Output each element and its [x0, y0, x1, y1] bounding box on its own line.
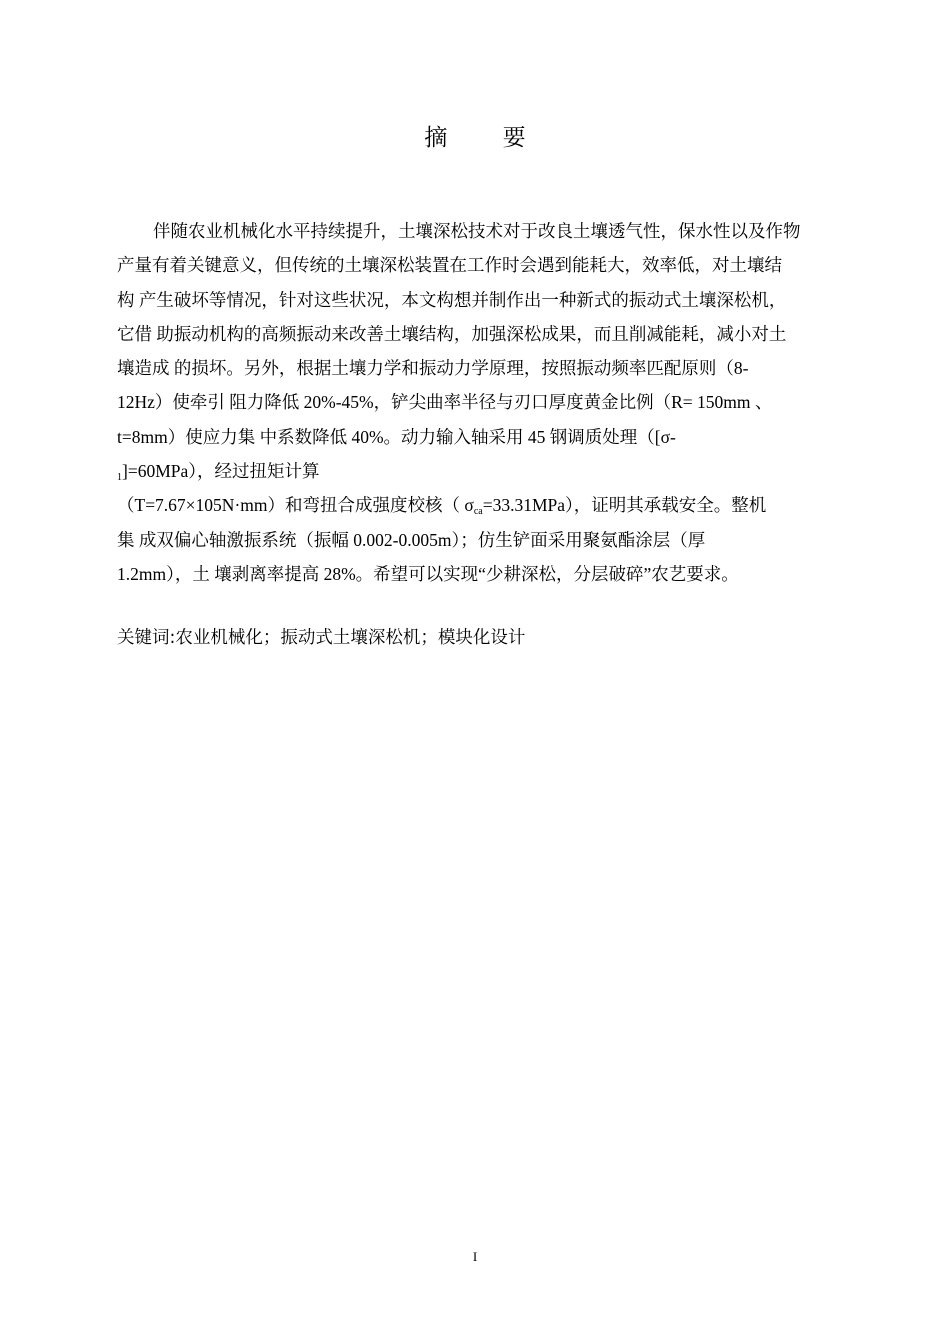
abstract-line: 12Hz）使牵引 阻力降低 20%-45%，铲尖曲率半径与刃口厚度黄金比例（R= 150mm 、 — [117, 392, 773, 413]
abstract-line-sub — [117, 454, 853, 488]
keywords-label: 关键词: — [117, 628, 176, 648]
abstract-line-torque — [117, 488, 853, 522]
page-number: I — [472, 1249, 478, 1264]
abstract-text: （T=7.67×105N·mm）和弯扭合成强度校核（ σ — [117, 495, 474, 516]
keywords-line — [117, 623, 525, 652]
keywords-text: 农业机械化；振动式土壤深松机；模块化设计 — [175, 627, 526, 647]
abstract-line: 1.2mm），土 壤剥离率提高 28%。希望可以实现“少耕深松，分层破碎”农艺要求。 — [117, 563, 739, 584]
abstract-body — [117, 214, 853, 591]
abstract-line: 产量有着关键意义，但传统的土壤深松装置在工作时会遇到能耗大，效率低，对土壤结 — [117, 255, 782, 276]
abstract-line: 壤造成 的损坏。另外，根据土壤力学和振动力学原理，按照振动频率匹配原则（8- — [117, 358, 749, 379]
subscript: ca — [473, 506, 483, 518]
page-title: 摘 要 — [424, 125, 550, 151]
abstract-line: 构 产生破坏等情况，针对这些状况，本文构想并制作出一种新式的振动式土壤深松机， — [117, 289, 787, 310]
abstract-line: 伴随农业机械化水平持续提升，土壤深松技术对于改良土壤透气性，保水性以及作物 — [153, 221, 801, 241]
abstract-line: 它借 助振动机构的高频振动来改善土壤结构，加强深松成果，而且削减能耗，减小对土 — [117, 323, 787, 344]
abstract-line: 集 成双偏心轴激振系统（振幅 0.002-0.005m）；仿生铲面采用聚氨酯涂层（厚 — [117, 529, 706, 550]
abstract-line: t=8mm）使应力集 中系数降低 40%。动力输入轴采用 45 钢调质处理（[σ- — [117, 426, 676, 447]
abstract-text: ]=60MPa），经过扭矩计算 — [122, 461, 320, 482]
abstract-text: =33.31MPa），证明其承载安全。整机 — [482, 495, 767, 516]
subscript: 1 — [117, 472, 122, 484]
